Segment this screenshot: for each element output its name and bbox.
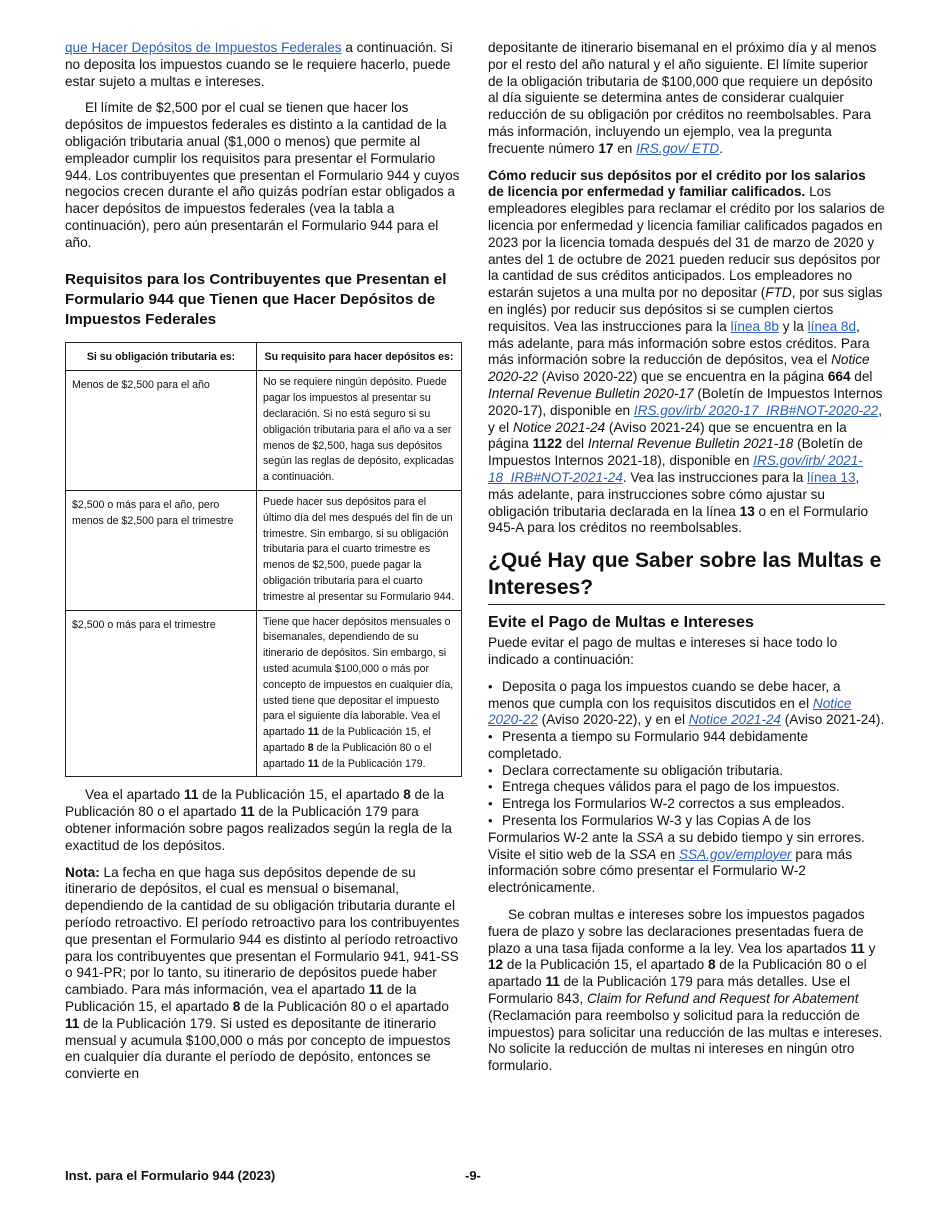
irs-etd-link[interactable]: IRS.gov/ ETD <box>636 140 720 156</box>
footer-form-title: Inst. para el Formulario 944 (2023) <box>65 1168 276 1183</box>
right-para-4: Se cobran multas e intereses sobre los impuestos pagados fuera de plazo y sobre las declaraciones presentadas fuera de plazo a una tasa fijada conforme a la ley. Vea los apartados 11 y 12 de la Publicación 15, el apartado 8 de la Publicación 80 o el apartado 11 de la Publicación 179 para más detalles. Use el Formulario 843, Claim for Refund and Request for Abatement (Reclamación para reembolso y solicitud para la reducción de impuestos) para solicitar una reducción de las multas e intereses. No solicite la reducción de multas ni intereses en ningún otro formulario. <box>488 907 883 1074</box>
bullet-icon: • <box>488 813 493 829</box>
nota-paragraph: Nota: La fecha en que haga sus depósitos depende de su itinerario de depósitos, el cual es mensual o bisemanal, dependiendo de la cantidad de su obligación tributaria durante el período retroactivo. El período retroactivo para los contribuyentes que presentan el Formulario 944 es distinto al período retroactivo para los contribuyentes que presentan el Formulario 941, 941-SS o 941-PR; por lo tanto, su itinerario de depósitos puede haber cambiado. Para más información, vea el apartado 11 de la Publicación 15, el apartado 8 de la Publicación 80 o el apartado 11 de la Publicación 179. Si usted es depositante de itinerario mensual y acumula $100,000 o más por concepto de impuestos en cualquier día durante el período de depósito, entonces se convierte en <box>65 864 460 1082</box>
line-8b-link[interactable]: línea 8b <box>730 318 779 334</box>
penalties-heading: ¿Qué Hay que Saber sobre las Multas e Intereses? <box>488 547 885 605</box>
line-8d-link[interactable]: línea 8d <box>807 318 857 334</box>
list-item: • Presenta a tiempo su Formulario 944 debidamente completado. <box>488 729 809 761</box>
list-item: • Presenta los Formularios W-3 y las Copias A de los Formularios W-2 ante la SSA a su debido tiempo y sin errores. Visite el sitio web de la SSA en SSA.gov/employer para más información sobre cómo presentar el Formulario W-2 electrónicamente. <box>488 813 865 896</box>
credit-leadin: Cómo reducir sus depósitos por el crédito por los salarios de licencia por enfermedad y familiar calificados. <box>488 167 866 200</box>
left-para-3: Vea el apartado 11 de la Publicación 15, el apartado 8 de la Publicación 80 o el apartado 11 de la Publicación 179 para obtener información sobre pagos realizados según la regla de la exactitud de los depósitos. <box>65 787 452 853</box>
avoid-penalties-heading: Evite el Pago de Multas e Intereses <box>488 614 754 632</box>
page-footer <box>65 1168 885 1188</box>
notice-2020-22-link[interactable]: Notice 2020-22 <box>488 695 852 728</box>
right-column <box>488 40 885 1085</box>
list-item: • Entrega los Formularios W-2 correctos a sus empleados. <box>488 796 845 812</box>
left-para-1: que Hacer Depósitos de Impuestos Federales a continuación. Si no deposita los impuestos cuando se le requiere hacerlo, puede estar sujeto a multas e intereses. <box>65 40 453 89</box>
left-para-2: El límite de $2,500 por el cual se tienen que hacer los depósitos de impuestos federales es distinto a la cantidad de la obligación tributaria anual ($1,000 o menos) que permite al empleador cumplir los requisitos para presentar el Formulario 944. Los contribuyentes que presentan el Formulario 944 y cuyos negocios crecen durante el año quizás podrían estar obligados a hacer depósitos de impuestos federales (vea la tabla a continuación), pero aún presentarán el Formulario 944 para el año. <box>65 100 460 250</box>
table-header-liability: Si su obligación tributaria es: <box>66 342 257 371</box>
list-item: • Deposita o paga los impuestos cuando se debe hacer, a menos que cumpla con los requisitos discutidos en el Notice 2020-22 (Aviso 2020-22), y en el Notice 2021-24 (Aviso 2021-24). <box>488 678 885 728</box>
requirements-heading: Requisitos para los Contribuyentes que Presentan el Formulario 944 que Tienen que Hacer Depósitos de Impuestos Federales <box>65 270 447 328</box>
bullet-icon: • <box>488 729 493 745</box>
table-row: $2,500 o más para el trimestre Tiene que hacer depósitos mensuales o bisemanales, dependiendo de su itinerario de depósitos. Sin embargo, si usted acumula $100,000 o más por concepto de impuestos en cualquier día, usted tiene que depositar el impuesto para el siguiente día laborable. Vea el apartado 11 de la Publicación 15, el apartado 8 de la Publicación 80 o el apartado 11 de la Publicación 179. <box>66 610 462 777</box>
irb-2020-17-link[interactable]: IRS.gov/irb/ 2020-17_IRB#NOT-2020-22 <box>633 402 879 418</box>
page-number: -9- <box>465 1168 481 1183</box>
bullet-icon: • <box>488 678 493 694</box>
deposit-rules-link[interactable]: que Hacer Depósitos de Impuestos Federales <box>65 40 342 55</box>
table-header-requirement: Su requisito para hacer depósitos es: <box>257 342 462 371</box>
bullet-icon: • <box>488 779 493 795</box>
irb-2021-18-link[interactable]: IRS.gov/irb/ 2021-18_IRB#NOT-2021-24 <box>488 453 863 485</box>
nota-label: Nota: <box>65 864 100 880</box>
requirements-table <box>65 342 462 778</box>
right-para-3: Puede evitar el pago de multas e intereses si hace todo lo indicado a continuación: <box>488 635 838 667</box>
list-item: • Declara correctamente su obligación tributaria. <box>488 762 784 778</box>
right-para-2: Cómo reducir sus depósitos por el crédito por los salarios de licencia por enfermedad y familiar calificados. Los empleadores elegibles para reclamar el crédito por los salarios de licencia por enfermedad y licencia familiar calificados pagados en 2023 por la licencia tomada después del 31 de marzo de 2020 y antes del 1 de octubre de 2021 pueden reducir sus depósitos por la cantidad de sus créditos anticipados. Los empleadores no estarán sujetos a una multa por no depositar (FTD, por sus siglas en inglés) por reducir sus depósitos si se cumplen ciertos requisitos. Vea las instrucciones para la línea 8b y la línea 8d, más adelante, para más información sobre estos créditos. Para más información sobre la reducción de depósitos, vea el Notice 2020-22 (Aviso 2020-22) que se encuentra en la página 664 del Internal Revenue Bulletin 2020-17 (Boletín de Impuestos Internos 2020-17), disponible en IRS.gov/irb/ 2020-17_IRB#NOT-2020-22, y el Notice 2021-24 (Aviso 2021-24) que se encuentra en la página 1122 del Internal Revenue Bulletin 2021-18 (Boletín de Impuestos Internos 2021-18), disponible en IRS.gov/irb/ 2021-18_IRB#NOT-2021-24. Vea las instrucciones para la línea 13, más adelante, para instrucciones sobre cómo ajustar su obligación tributaria declarada en la línea 13 o en el Formulario 945-A para los créditos no reembolsables. <box>488 167 885 536</box>
line-13-link[interactable]: línea 13 <box>807 469 856 485</box>
table-row: $2,500 o más para el año, pero menos de $2,500 para el trimestre Puede hacer sus depósitos para el último día del mes después del fin de un trimestre. Sin embargo, si su obligación tributaria para el cuarto trimestre es menos de $2,500, puede pagar la obligación tributaria para el cuarto trimestre al presentar su Formulario 944. <box>66 490 462 610</box>
bullet-icon: • <box>488 796 493 812</box>
table-row: Menos de $2,500 para el año No se requiere ningún depósito. Puede pagar los impuestos al presentar su declaración. Si no está seguro si su obligación tributaria para el año va a ser menos de $2,500, haga sus depósitos según las reglas de depósito, explicadas a continuación. <box>66 371 462 491</box>
notice-2021-24-link[interactable]: Notice 2021-24 <box>688 712 781 728</box>
right-para-1: depositante de itinerario bisemanal en el próximo día y al menos por el resto del año natural y el año siguiente. El límite superior de la obligación tributaria de $100,000 que requiere un depósito al día siguiente se determina antes de considerar cualquier reducción de su obligación por créditos no reembolsables. Para más información, incluyendo un ejemplo, vea la pregunta frecuente número 17 en IRS.gov/ ETD. <box>488 40 877 156</box>
list-item: • Entrega cheques válidos para el pago de los impuestos. <box>488 779 840 795</box>
bullet-icon: • <box>488 762 493 778</box>
ssa-employer-link[interactable]: SSA.gov/employer <box>678 846 792 862</box>
penalty-bullet-list <box>488 679 885 897</box>
table-header-row <box>66 342 462 371</box>
left-column <box>65 40 462 1093</box>
